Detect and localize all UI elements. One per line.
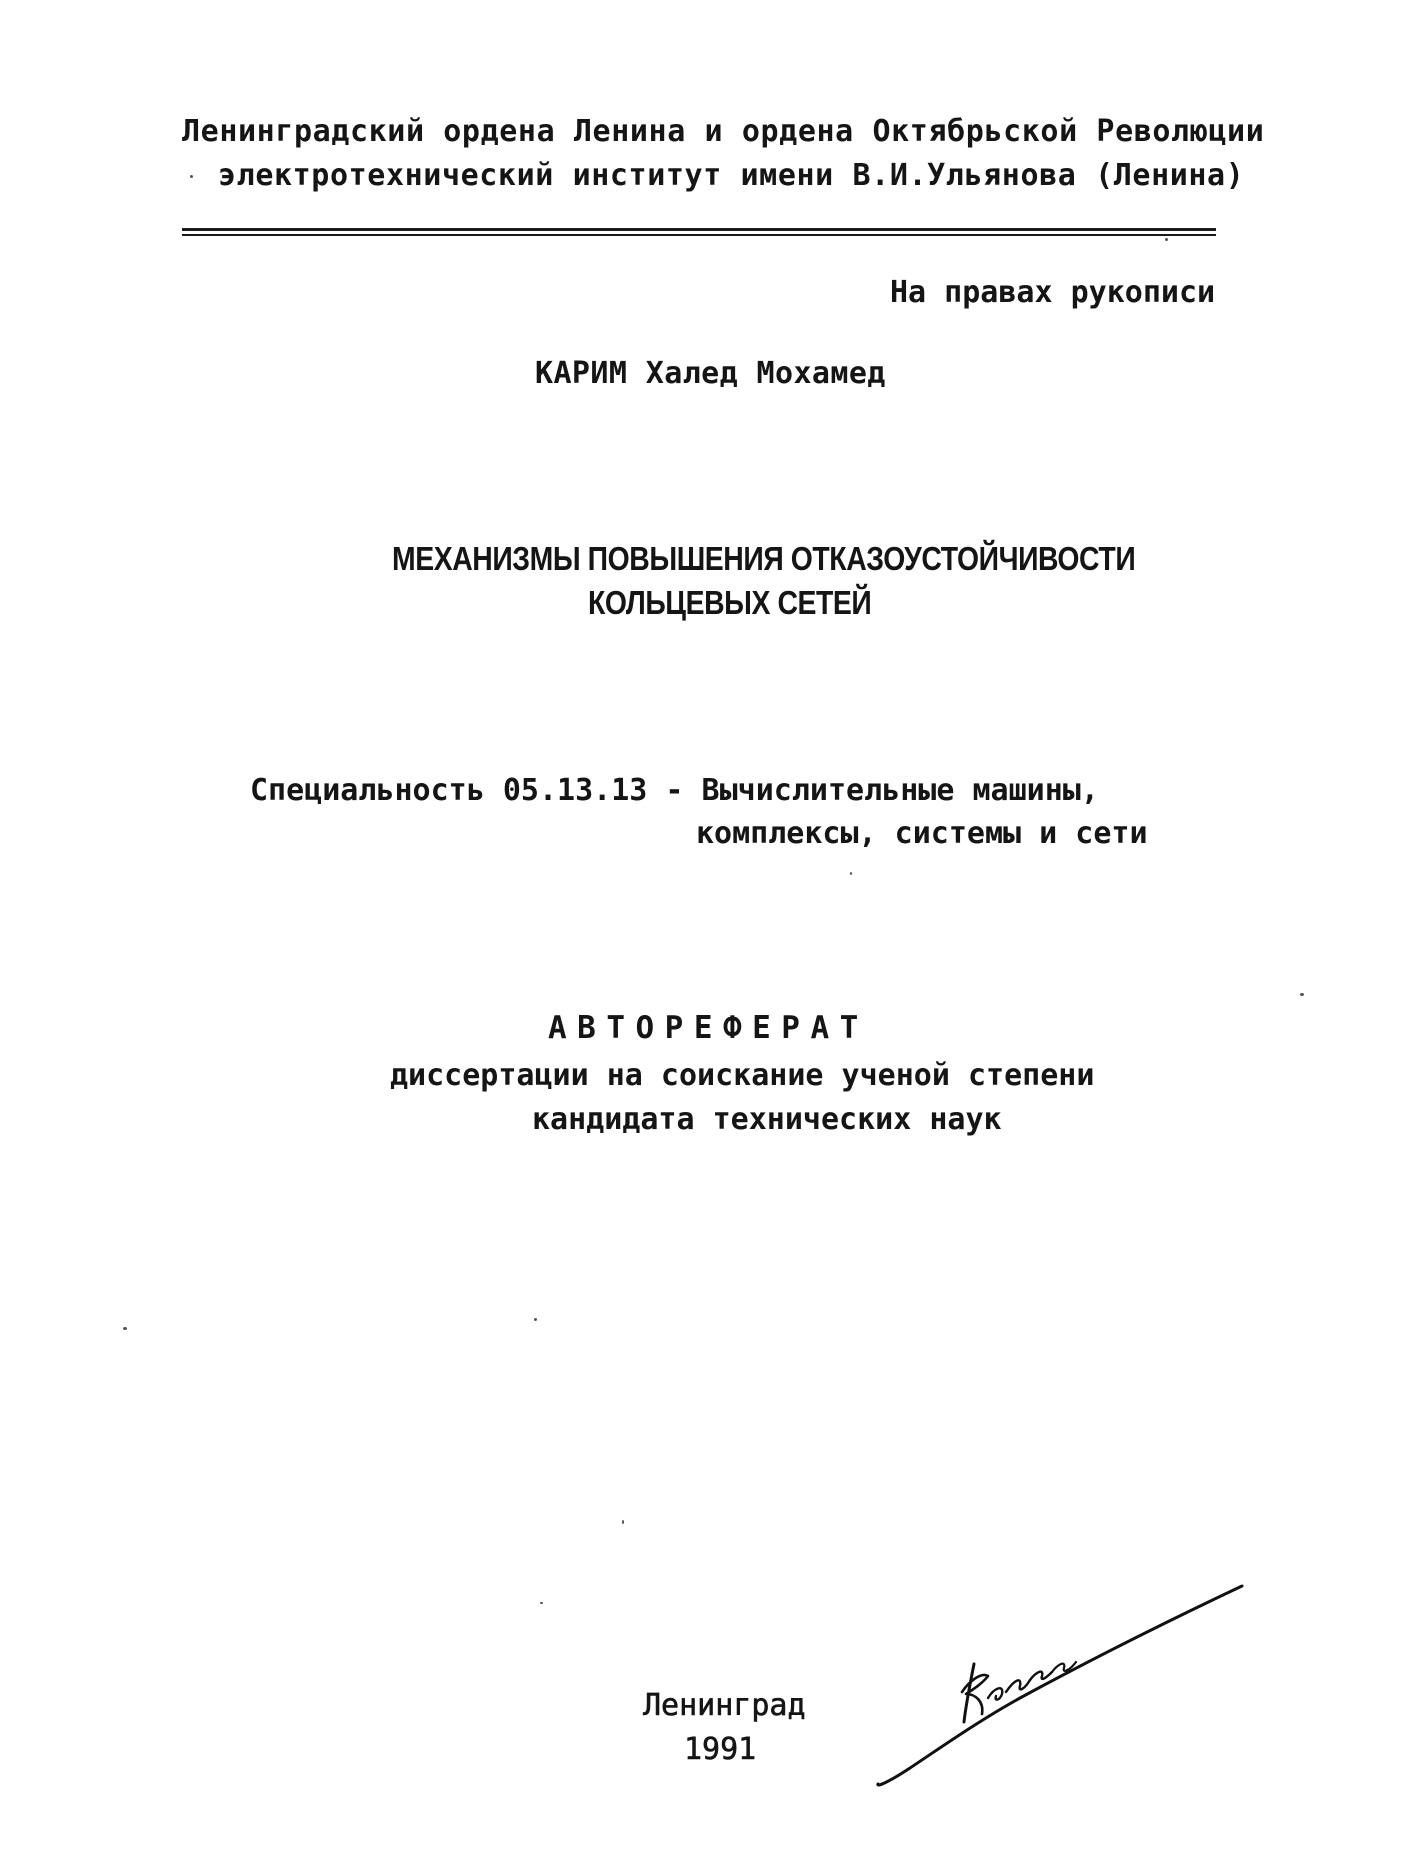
institution-line-1: Ленинградский ордена Ленина и ордена Октябрьской Революции bbox=[182, 114, 1265, 149]
abstract-heading: АВТОРЕФЕРАТ bbox=[548, 1010, 869, 1046]
institution-line-2: электротехнический институт имени В.И.Ульянова (Ленина) bbox=[218, 158, 1245, 193]
dissertation-title-line-2: КОЛЬЦЕВЫХ СЕТЕЙ bbox=[588, 584, 872, 621]
scan-speck bbox=[190, 175, 193, 178]
handwritten-signature bbox=[870, 1580, 1250, 1800]
dissertation-title-line-1: МЕХАНИЗМЫ ПОВЫШЕНИЯ ОТКАЗОУСТОЙЧИВОСТИ bbox=[392, 540, 1136, 577]
scan-speck bbox=[123, 1327, 127, 1330]
publication-year: 1991 bbox=[684, 1732, 757, 1767]
publication-city: Ленинград bbox=[643, 1688, 806, 1723]
manuscript-note: На правах рукописи bbox=[890, 275, 1216, 310]
specialty-line-1: Специальность 05.13.13 - Вычислительные машины, bbox=[250, 773, 1099, 808]
scan-speck bbox=[1300, 993, 1304, 996]
abstract-line-1: диссертации на соискание ученой степени bbox=[390, 1058, 1095, 1093]
specialty-line-2: комплексы, системы и сети bbox=[696, 816, 1148, 851]
author-name: КАРИМ Халед Мохамед bbox=[535, 356, 886, 391]
scan-speck bbox=[540, 1602, 543, 1604]
scan-speck bbox=[534, 1318, 537, 1321]
scan-speck bbox=[1165, 238, 1168, 241]
abstract-line-2: кандидата технических наук bbox=[532, 1102, 1002, 1137]
scan-speck bbox=[850, 872, 852, 875]
header-rule-bottom bbox=[182, 234, 1216, 236]
scan-speck bbox=[622, 1520, 624, 1524]
header-rule-top bbox=[182, 228, 1216, 231]
